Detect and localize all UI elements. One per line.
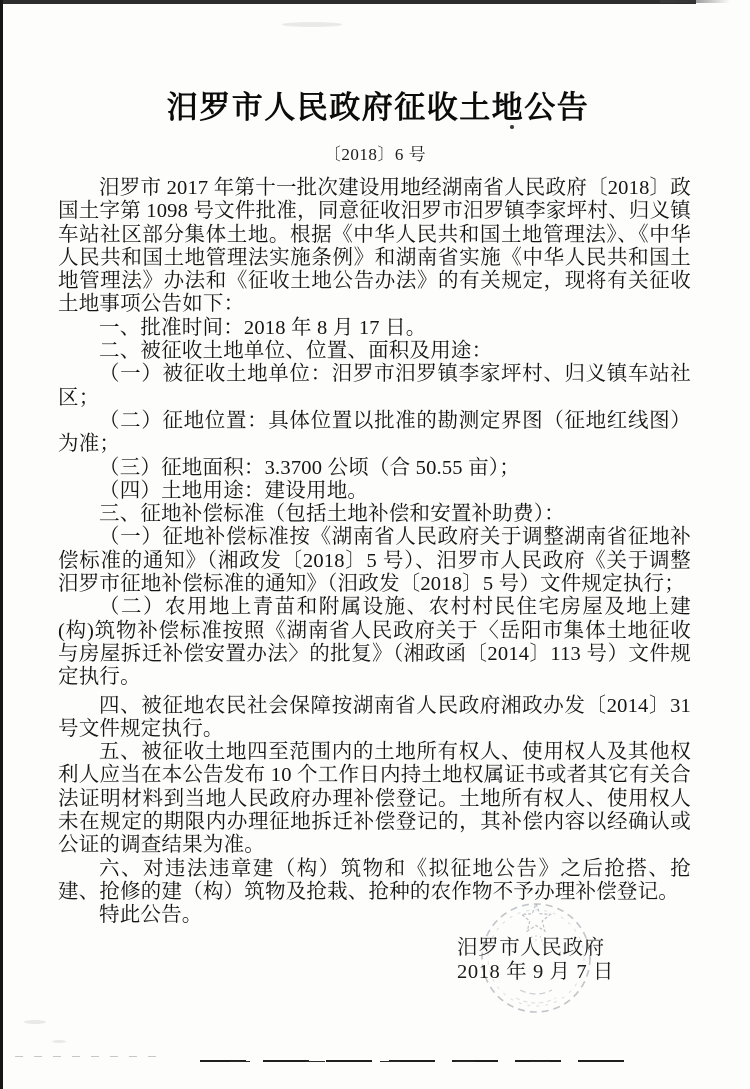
item-3-1-compensation-docs: （一）征地补偿标准按《湖南省人民政府关于调整湖南省征地补偿标准的通知》（湘政发〔2018〕5 号）、汨罗市人民政府《关于调整汨罗市征地补偿标准的通知》（汨政发〔2018〕5 号）文件规定执行； <box>58 526 691 596</box>
item-3-compensation-standard: 三、征地补偿标准（包括土地补偿和安置补助费）： <box>99 503 565 526</box>
item-4-social-security: 四、被征地农民社会保障按湖南省人民政府湘政办发〔2014〕31 号文件规定执行。 <box>58 694 691 740</box>
item-6-illegal-structures: 六、对违法违章建（构）筑物和《拟征地公告》之后抢搭、抢建、抢修的建（构）筑物及抢栽、抢种的农作物不予办理补偿登记。 <box>58 857 691 903</box>
page-title: 汨罗市人民政府征收土地公告 <box>166 90 590 125</box>
closing-statement: 特此公告。 <box>99 904 203 927</box>
document-number: 〔2018〕6 号 <box>323 145 427 164</box>
signature-date: 2018 年 9 月 7 日 <box>457 961 615 983</box>
item-3-2-structures-compensation: （二）农用地上青苗和附属设施、农村村民住宅房屋及地上建(构)筑物补偿标准按照《湖南省人民政府关于〈岳阳市集体土地征收与房屋拆迁补偿安置办法〉的批复》（湘政函〔2014〕113 号）文件规定执行。 <box>58 596 691 689</box>
item-2-land-overview: 二、被征收土地单位、位置、面积及用途： <box>99 340 493 363</box>
signature-issuer: 汨罗市人民政府 <box>457 937 605 959</box>
paragraph-intro: 汨罗市 2017 年第十一批次建设用地经湖南省人民政府〔2018〕政国土字第 1098 号文件批准，同意征收汨罗市汨罗镇李家坪村、归义镇车站社区部分集体土地。根据《中华人民共和国土地管理法》、《中华人民共和国土地管理法实施条例》和湖南省实施《中华人民共和国土地管理法》办法和《征收土地公告办法》的有关规定，现将有关征收土地事项公告如下： <box>58 177 691 316</box>
item-2-1-land-units: （一）被征收土地单位：汨罗市汨罗镇李家坪村、归义镇车站社区； <box>58 363 691 409</box>
scan-smudge <box>24 1020 46 1024</box>
scan-smudge <box>282 22 342 27</box>
item-2-2-land-location: （二）征地位置：具体位置以批准的勘测定界图（征地红线图）为准； <box>58 409 691 456</box>
item-5-registration: 五、被征收土地四至范围内的土地所有权人、使用权人及其他权利人应当在本公告发布 10 个工作日内持土地权属证书或者其它有关合法证明材料到当地人民政府办理补偿登记。土地所有权人、使用权人未在规定的期限内办理征地拆迁补偿登记的，其补偿内容以经确认或公证的调查结果为准。 <box>58 741 691 857</box>
scan-edge-top <box>0 0 696 4</box>
document-body <box>58 177 691 928</box>
scan-artifact-line-overlay <box>230 1061 590 1062</box>
scan-edge-top-fade <box>660 0 730 3</box>
scan-smudge <box>52 1040 66 1043</box>
item-2-4-land-use: （四）土地用途：建设用地。 <box>99 479 369 502</box>
scan-artifact-dashes-left <box>15 1056 167 1057</box>
signature-block <box>457 936 687 984</box>
item-1-approval-time: 一、批准时间：2018 年 8 月 17 日。 <box>99 316 427 339</box>
item-2-3-land-area: （三）征地面积：3.3700 公顷（合 50.55 亩）； <box>99 456 520 479</box>
